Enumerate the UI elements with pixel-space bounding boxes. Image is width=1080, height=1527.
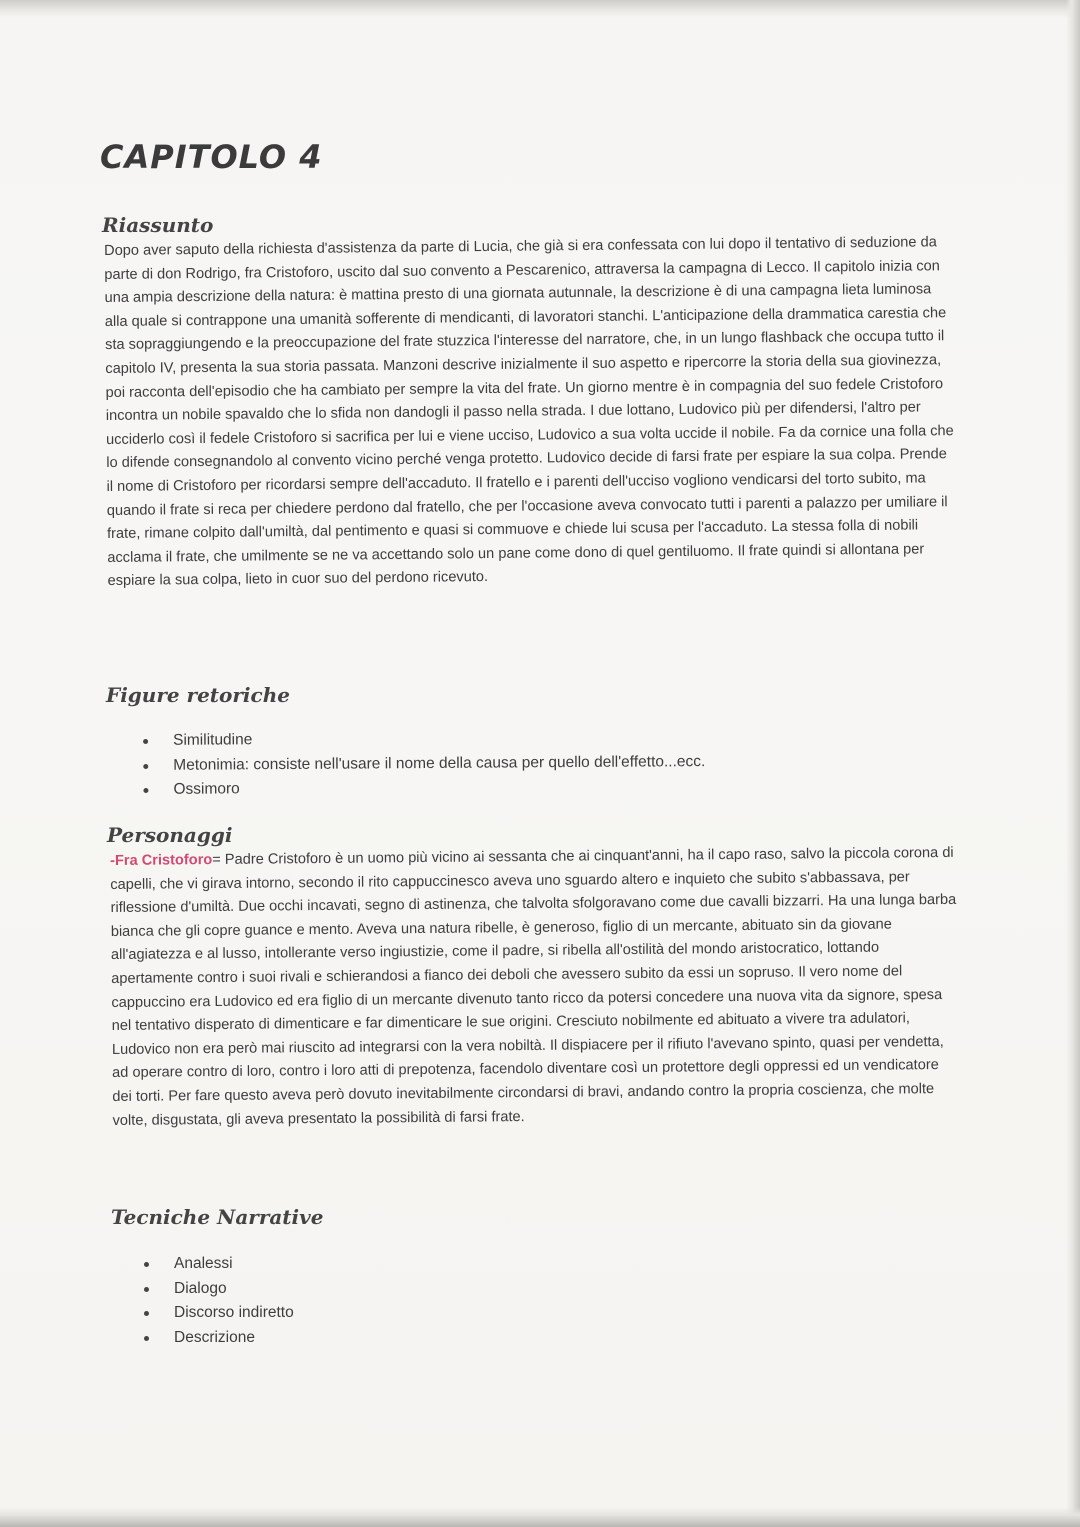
personaggi-text <box>110 842 959 1133</box>
list-item: Analessi <box>144 1252 294 1277</box>
page-top-edge <box>0 0 1080 18</box>
riassunto-heading: Riassunto <box>102 213 214 237</box>
figure-retoriche-heading: Figure retoriche <box>106 683 290 707</box>
list-item: Discorso indiretto <box>144 1301 294 1326</box>
character-name-highlight: -Fra Cristoforo <box>110 852 213 869</box>
character-description: = Padre Cristoforo è un uomo più vicino ai sessanta che ai cinquant'anni, ha il capo raso, salvo la piccola corona di capelli, che vi girava intorno, secondo il rito cappuccinesco aveva uno sguardo altero e inquieto che subito s'abbassava, per riflessione d'umiltà. Due occhi incavati, segno di astinenza, che talvolta sfolgoravano come due cavalli bizzarri. Ha una lunga barba bianca che gli copre guance e mento. Aveva una natura ribelle, è generoso, figlio di un mercante, abituato sin da giovane all'agiatezza e al lusso, intollerante verso ingiustizie, come il padre, si ribella all'ostilità del mondo aristocratico, lottando apertamente contro i suoi rivali e schierandosi a fianco dei deboli che avessero subito da essi un sopruso. Il vero nome del cappuccino era Ludovico ed era figlio di un mercante divenuto tanto ricco da potersi concedere una nuova vita da signore, spesa nel tentativo disperato di dimenticare e far dimenticare le sue origini. Cresciuto nobilmente ed abituato a vivere tra adulatori, Ludovico non era però mai riuscito ad integrarsi con la vera nobiltà. Il dispiacere per il rifiuto l'avevano spinto, quasi per vendetta, ad operare contro di loro, contro i loro atti di prepotenza, facendolo diventare così un protettore degli oppressi ed un vendicatore dei torti. Per fare questo aveva però dovuto inevitabilmente circondarsi di bravi, andando contro la propria coscienza, che molte volte, disgustata, gli aveva presentato la possibilità di farsi frate. <box>110 844 957 1129</box>
list-item: Metonimia: consiste nell'usare il nome della causa per quello dell'effetto...ecc. <box>143 750 705 778</box>
personaggi-heading: Personaggi <box>107 823 233 847</box>
riassunto-text: Dopo aver saputo della richiesta d'assistenza da parte di Lucia, che già si era confessata con lui dopo il tentativo di seduzione da parte di don Rodrigo, fra Cristoforo, uscito dal suo convento a Pescarenico, attraversa la campagna di Lecco. Il capitolo inizia con una ampia descrizione della natura: è mattina presto di una giornata autunnale, la descrizione è di una campagna lieta luminosa alla quale si contrappone una umanità sofferente di mendicanti, di lavoratori stanchi. L'anticipazione della drammatica carestia che sta sopraggiungendo e la preoccupazione del frate stuzzica l'interesse del narratore, che, in un lungo flashback che occupa tutto il capitolo IV, presenta la sua storia passata. Manzoni descrive inizialmente il suo aspetto e ripercorre la storia della sua giovinezza, poi racconta dell'episodio che ha cambiato per sempre la vita del frate. Un giorno mentre è in compagnia del suo fedele Cristoforo incontra un nobile spavaldo che lo sfida non dandogli il passo nella strada. I due lottano, Ludovico più per difendersi, l'altro per ucciderlo così il fedele Cristoforo si sacrifica per lui e viene ucciso, Ludovico a sua volta uccide il nobile. Fa da cornice una folla che lo difende consegnandolo al convento vicino perché venga protetto. Ludovico decide di farsi frate per espiare la sua colpa. Prende il nome di Cristoforo per ricordarsi sempre dell'accaduto. Il fratello e i parenti dell'ucciso vogliono vendicarsi del torto subito, ma quando il frate si reca per chiedere perdono dal fratello, che per l'occasione aveva convocato tutti i parenti a palazzo per umiliare il frate, rimane colpito dall'umiltà, dal pentimento e quasi si commuove e chiede lui scusa per l'accaduto. La stessa folla di nobili acclama il frate, che umilmente se ne va accettando solo un pane come dono di quel gentiluomo. Il frate quindi si allontana per espiare la sua colpa, lieto in cuor suo del perdono ricevuto. <box>104 234 954 590</box>
page-right-edge <box>1066 0 1080 1527</box>
figure-retoriche-list <box>143 725 706 802</box>
list-item: Ossimoro <box>143 774 705 802</box>
page-title: CAPITOLO 4 <box>100 138 323 176</box>
page-bottom-edge <box>0 1507 1080 1527</box>
list-item: Dialogo <box>144 1277 294 1302</box>
list-item: Descrizione <box>144 1326 294 1351</box>
list-item: Similitudine <box>143 725 705 753</box>
tecniche-narrative-heading: Tecniche Narrative <box>111 1205 324 1229</box>
tecniche-narrative-list <box>144 1252 294 1350</box>
